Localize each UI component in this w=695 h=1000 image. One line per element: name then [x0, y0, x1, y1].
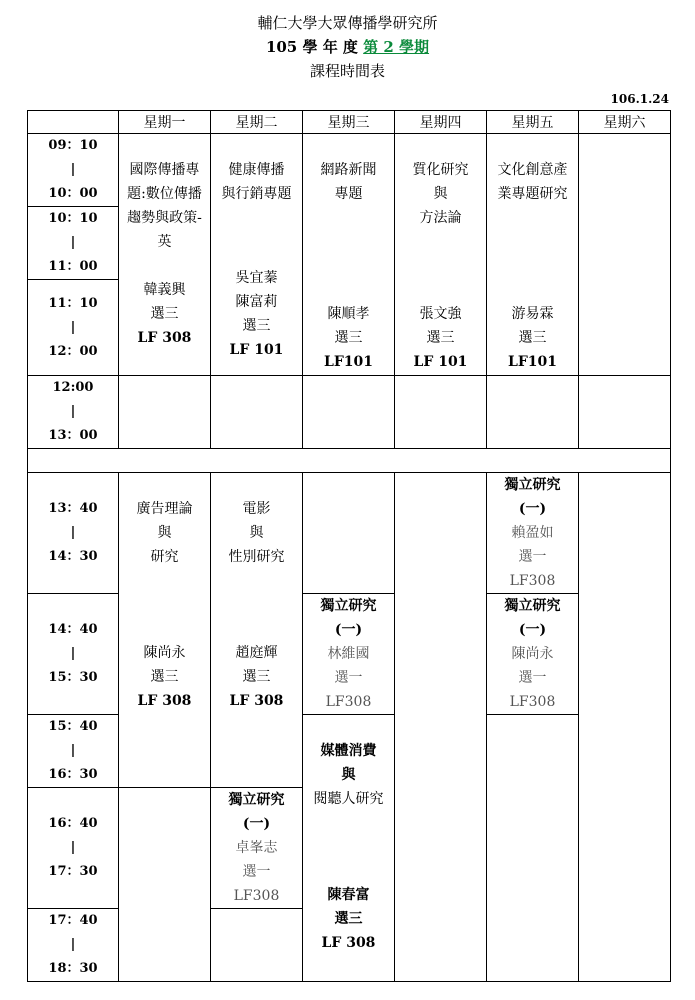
- day-header-row: [28, 111, 671, 134]
- empty-cell: [303, 376, 395, 449]
- empty-cell: [395, 473, 487, 982]
- academic-term: [0, 36, 695, 58]
- teacher: 趙庭輝: [235, 645, 278, 661]
- time-slot: 09：10 | 10：00: [28, 134, 119, 207]
- university-name: 輔仁大學大眾傳播學研究所: [257, 14, 438, 32]
- room: LF 101: [413, 354, 468, 370]
- period-row: [28, 473, 671, 594]
- room: LF101: [323, 354, 373, 370]
- course-cell: 電影 與 性別研究 趙庭輝 選三 LF 308: [211, 473, 303, 788]
- day-header: 星期五: [487, 111, 579, 134]
- day-header: 星期三: [303, 111, 395, 134]
- time-slot: 12:00 | 13：00: [28, 376, 119, 449]
- lunch-row: [28, 376, 671, 449]
- page-title: 課程時間表: [309, 62, 385, 80]
- empty-cell: [395, 376, 487, 449]
- teacher: 陳春富: [327, 887, 370, 903]
- period-row: [28, 134, 671, 207]
- empty-cell: [579, 134, 671, 376]
- room: LF 308: [137, 693, 192, 709]
- room: LF308: [325, 694, 372, 710]
- course-cell: 健康傳播 與行銷專題 吳宜蓁 陳富莉 選三 LF 101: [211, 134, 303, 376]
- course-cell: 獨立研究 (一) 林維國 選一 LF308: [303, 594, 395, 715]
- course-cell: 文化創意產 業專題研究 游易霖 選三 LF101: [487, 134, 579, 376]
- room: LF 101: [229, 342, 284, 358]
- teacher: 卓峯志: [235, 840, 278, 856]
- room: LF308: [509, 573, 556, 589]
- course-cell: 獨立研究 (一) 陳尚永 選一 LF308: [487, 594, 579, 715]
- room: LF101: [507, 354, 557, 370]
- course-cell: 質化研究 與 方法論 張文強 選三 LF 101: [395, 134, 487, 376]
- empty-cell: [579, 376, 671, 449]
- course-cell: 獨立研究 (一) 賴盈如 選一 LF308: [487, 473, 579, 594]
- revision-date: 106.1.24: [610, 92, 669, 106]
- teacher: 賴盈如: [511, 525, 554, 541]
- teacher: 吳宜蓁: [235, 270, 278, 286]
- room: LF 308: [137, 330, 192, 346]
- empty-cell: [211, 909, 303, 982]
- course-cell: 媒體消費 與 閱聽人研究 陳春富 選三 LF 308: [303, 715, 395, 982]
- time-slot: 10：10 | 11：00: [28, 207, 119, 280]
- course-cell: 獨立研究 (一) 卓峯志 選一 LF308: [211, 788, 303, 909]
- semester: 第 2 學期: [363, 38, 430, 56]
- time-slot: 14：40 | 15：30: [28, 594, 119, 715]
- empty-cell: [303, 473, 395, 594]
- empty-cell: [119, 376, 211, 449]
- empty-cell: [487, 376, 579, 449]
- corner-cell: [28, 111, 119, 134]
- teacher: 陳尚永: [511, 646, 554, 662]
- day-header: 星期一: [119, 111, 211, 134]
- time-slot: 17：40 | 18：30: [28, 909, 119, 982]
- day-header: 星期二: [211, 111, 303, 134]
- time-slot: 15：40 | 16：30: [28, 715, 119, 788]
- course-cell: 網路新聞 專題 陳順孝 選三 LF101: [303, 134, 395, 376]
- teacher: 韓義興: [143, 282, 186, 298]
- day-header: 星期四: [395, 111, 487, 134]
- empty-cell: [211, 376, 303, 449]
- break-cell: [28, 449, 671, 473]
- course-cell: 國際傳播專 題:數位傳播 趨勢與政策- 英 韓義興 選三 LF 308: [119, 134, 211, 376]
- day-header: 星期六: [579, 111, 671, 134]
- teacher: 陳順孝: [327, 306, 370, 322]
- room: LF 308: [229, 693, 284, 709]
- break-row: [28, 449, 671, 473]
- teacher: 張文強: [419, 306, 462, 322]
- time-slot: 11：10 | 12：00: [28, 280, 119, 376]
- teacher: 林維國: [327, 646, 370, 662]
- room: LF308: [509, 694, 556, 710]
- room: LF 308: [321, 935, 376, 951]
- academic-year: 105 學 年 度: [265, 38, 358, 56]
- empty-cell: [487, 715, 579, 982]
- course-cell: 廣告理論 與 研究 陳尚永 選三 LF 308: [119, 473, 211, 788]
- room: LF308: [233, 888, 280, 904]
- teacher: 陳尚永: [143, 645, 186, 661]
- empty-cell: [119, 788, 211, 982]
- schedule-table: [27, 110, 671, 982]
- teacher: 陳富莉: [235, 294, 278, 310]
- time-slot: 13：40 | 14：30: [28, 473, 119, 594]
- empty-cell: [579, 473, 671, 982]
- teacher: 游易霖: [511, 306, 554, 322]
- time-slot: 16：40 | 17：30: [28, 788, 119, 909]
